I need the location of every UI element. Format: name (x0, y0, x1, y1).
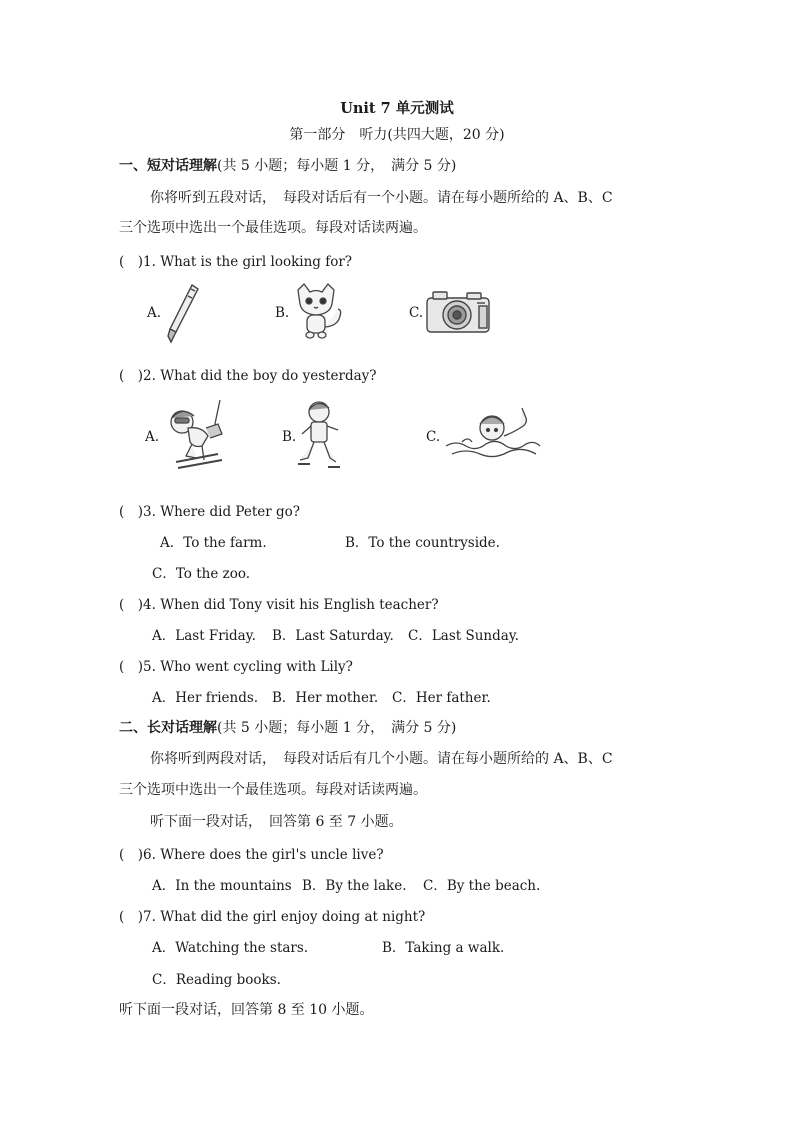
q5-option-c: C．Her father. (392, 690, 491, 706)
q1-option-c: C. (409, 305, 424, 321)
q6-option-b: B．By the lake. (302, 878, 407, 894)
question-4: ( )4. When did Tony visit his English teacher? (119, 597, 439, 613)
q3-option-b: B．To the countryside. (345, 535, 500, 551)
q1-option-a: A. (147, 305, 162, 321)
section2-heading-detail: (共 5 小题；每小题 1 分， 满分 5 分) (217, 720, 457, 736)
section1-instruction-line1: 你将听到五段对话， 每段对话后有一个小题。请在每小题所给的 A、B、C (150, 190, 613, 206)
question-2: ( )2. What did the boy do yesterday? (119, 368, 377, 384)
q3-option-a: A．To the farm. (160, 535, 267, 551)
q7-option-a: A．Watching the stars. (152, 940, 309, 956)
q2-option-c: C. (426, 429, 441, 445)
section2-heading (119, 717, 456, 737)
q7-option-b: B．Taking a walk. (382, 940, 505, 956)
part-subtitle: 第一部分 听力(共四大题，20 分) (289, 127, 505, 143)
dialog-2-intro: 听下面一段对话，回答第 8 至 10 小题。 (119, 1002, 374, 1018)
question-3: ( )3. Where did Peter go? (119, 504, 301, 520)
section2-heading-label: 二、长对话理解 (119, 720, 217, 736)
section2-instruction-line1: 你将听到两段对话， 每段对话后有几个小题。请在每小题所给的 A、B、C (150, 751, 613, 767)
q2-option-a: A. (145, 429, 160, 445)
q5-option-b: B．Her mother. (272, 690, 379, 706)
camera-icon (423, 288, 493, 336)
section2-instruction-line2: 三个选项中选出一个最佳选项。每段对话读两遍。 (119, 782, 427, 798)
page-title: Unit 7 单元测试 (340, 100, 454, 117)
question-5: ( )5. Who went cycling with Lily? (119, 659, 353, 675)
q1-option-b: B. (275, 305, 290, 321)
q6-option-a: A．In the mountains (152, 878, 292, 894)
q4-option-a: A．Last Friday. (152, 628, 256, 644)
q4-option-b: B．Last Saturday. (272, 628, 394, 644)
section1-heading-label: 一、短对话理解 (119, 158, 217, 174)
q2-option-b: B. (282, 429, 297, 445)
q7-option-c: C．Reading books. (152, 972, 281, 988)
question-6: ( )6. Where does the girl's uncle live? (119, 847, 384, 863)
swimming-boy-icon (442, 402, 542, 464)
q3-option-c: C．To the zoo. (152, 566, 251, 582)
cat-icon (290, 282, 346, 342)
dialog-1-intro: 听下面一段对话， 回答第 6 至 7 小题。 (150, 814, 403, 830)
q4-option-c: C．Last Sunday. (408, 628, 519, 644)
question-1: ( )1. What is the girl looking for? (119, 254, 353, 270)
q5-option-a: A．Her friends. (152, 690, 259, 706)
pen-icon (162, 282, 202, 344)
section1-heading (119, 155, 456, 175)
question-7: ( )7. What did the girl enjoy doing at night? (119, 909, 426, 925)
section1-heading-detail: (共 5 小题；每小题 1 分， 满分 5 分) (217, 158, 457, 174)
section1-instruction-line2: 三个选项中选出一个最佳选项。每段对话读两遍。 (119, 220, 427, 236)
skating-boy-icon (296, 398, 346, 472)
q6-option-c: C．By the beach. (423, 878, 541, 894)
skiing-boy-icon (162, 398, 234, 472)
